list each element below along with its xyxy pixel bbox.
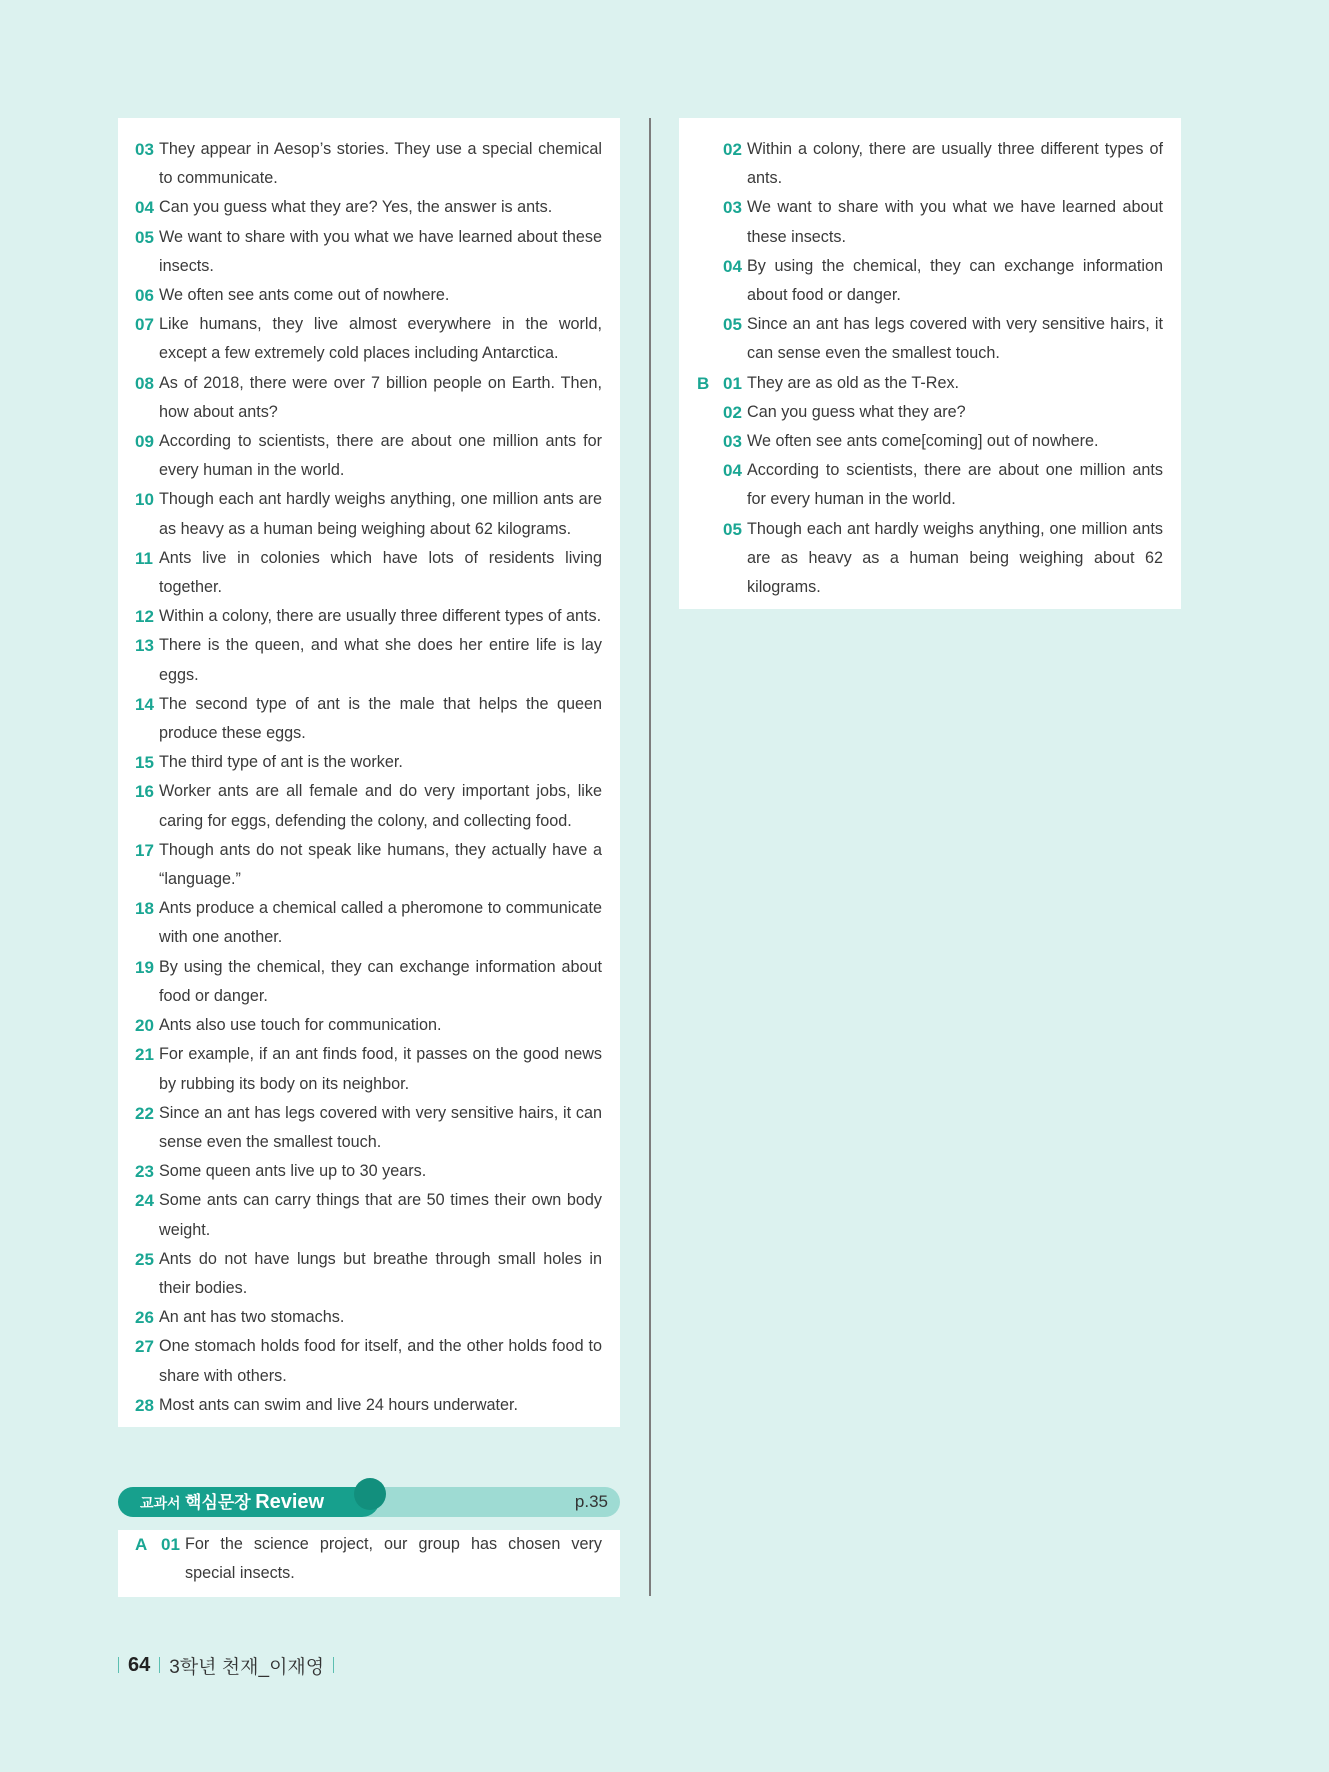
- sentence-text: The second type of ant is the male that helps the queen produce these eggs.: [159, 694, 602, 743]
- sentence-text: Though each ant hardly weighs anything, one million ants are as heavy as a human being weighing about 62 kilograms.: [747, 519, 1163, 597]
- sentence-text: We often see ants come[coming] out of nowhere.: [747, 432, 1099, 451]
- section-spacer: [697, 310, 723, 368]
- sentence-item: [135, 836, 602, 894]
- sentence-text: Though each ant hardly weighs anything, one million ants are as heavy as a human being weighing about 62 kilograms.: [159, 490, 602, 538]
- sentence-item: [135, 631, 602, 689]
- sentence-text: According to scientists, there are about one million ants for every human in the world.: [159, 432, 602, 480]
- sentence-number: 06: [135, 286, 154, 306]
- sentence-item: [697, 369, 1163, 398]
- right-sentence-list-a: [697, 135, 1163, 369]
- sentence-item: [135, 1157, 602, 1186]
- sentence-item: [135, 1011, 602, 1040]
- sentence-text: They appear in Aesop’s stories. They use a special chemical to communicate.: [159, 140, 602, 188]
- sentence-item: [135, 1186, 602, 1244]
- sentence-number: 03: [723, 432, 742, 452]
- sentence-text: Some queen ants live up to 30 years.: [159, 1162, 427, 1181]
- section-spacer: [697, 398, 723, 427]
- sentence-item: [135, 223, 602, 281]
- sentence-number: 01: [161, 1535, 180, 1554]
- sentence-text: Can you guess what they are?: [747, 402, 966, 421]
- sentence-text: They are as old as the T-Rex.: [747, 373, 960, 392]
- sentence-text: Worker ants are all female and do very important jobs, like caring for eggs, defending the colony, and collecting food.: [159, 782, 602, 830]
- sentence-text: Like humans, they live almost everywhere in the world, except a few extremely cold places including Antarctica.: [159, 315, 602, 363]
- sentence-number: 27: [135, 1337, 154, 1357]
- sentence-item: [697, 456, 1163, 514]
- sentence-number: 12: [135, 607, 154, 627]
- sentence-item: [697, 515, 1163, 603]
- sentence-item: [135, 1391, 602, 1420]
- sentence-number: 25: [135, 1249, 154, 1269]
- footer-divider: [333, 1657, 334, 1673]
- review-title-en: Review: [255, 1491, 325, 1513]
- review-title: [140, 1487, 324, 1517]
- sentence-number: 15: [135, 753, 154, 773]
- sentence-item: [135, 777, 602, 835]
- sentence-number: 05: [723, 519, 742, 539]
- sentence-text: Within a colony, there are usually three different types of ants.: [747, 140, 1163, 188]
- sentence-item: [135, 690, 602, 748]
- section-letter: B: [697, 373, 710, 393]
- sentence-number: 08: [135, 373, 154, 393]
- section-spacer: [697, 193, 723, 251]
- sentence-number: 04: [723, 256, 742, 276]
- section-spacer: [697, 252, 723, 310]
- sentence-item: [697, 427, 1163, 456]
- sentence-item: [697, 310, 1163, 368]
- sentence-number: 22: [135, 1103, 154, 1123]
- sentence-number: 04: [723, 461, 742, 481]
- sentence-item: [135, 1099, 602, 1157]
- sentence-text: The third type of ant is the worker.: [159, 753, 403, 772]
- left-sentence-list: [135, 135, 602, 1420]
- footer-divider: [159, 1657, 160, 1673]
- sentence-text: For example, if an ant finds food, it passes on the good news by rubbing its body on its neighbor.: [159, 1045, 602, 1093]
- sentence-item: [135, 281, 602, 310]
- sentence-item: [135, 369, 602, 427]
- sentence-item: [135, 310, 602, 368]
- page-footer: [118, 1652, 334, 1678]
- sentence-item: [135, 544, 602, 602]
- sentence-number: 26: [135, 1308, 154, 1328]
- sentence-text: Ants produce a chemical called a pheromone to communicate with one another.: [159, 899, 602, 947]
- sentence-number: 28: [135, 1395, 154, 1415]
- sentence-text: We often see ants come out of nowhere.: [159, 286, 450, 305]
- sentence-text: Ants do not have lungs but breathe through small holes in their bodies.: [159, 1249, 602, 1297]
- sentence-number: 01: [723, 373, 742, 393]
- sentence-item: [135, 1303, 602, 1332]
- review-page-ref: p.35: [574, 1492, 608, 1511]
- sentence-text: Since an ant has legs covered with very sensitive hairs, it can sense even the smallest touch.: [747, 315, 1163, 363]
- sentence-number: 23: [135, 1162, 154, 1182]
- right-sentence-panel: [679, 118, 1181, 609]
- sentence-item: [135, 602, 602, 631]
- sentence-text: Since an ant has legs covered with very sensitive hairs, it can sense even the smallest touch.: [159, 1103, 602, 1151]
- sentence-number: 07: [135, 315, 154, 335]
- sentence-item: [135, 135, 602, 193]
- sentence-text: There is the queen, and what she does her entire life is lay eggs.: [159, 636, 602, 684]
- section-spacer: [697, 427, 723, 456]
- review-banner: [118, 1480, 620, 1520]
- sentence-text: Most ants can swim and live 24 hours underwater.: [159, 1395, 519, 1414]
- section-spacer: [697, 515, 723, 603]
- sentence-text: One stomach holds food for itself, and the other holds food to share with others.: [159, 1337, 602, 1385]
- sentence-item: [697, 252, 1163, 310]
- sentence-item: [135, 894, 602, 952]
- sentence-number: 17: [135, 840, 154, 860]
- review-panel: [118, 1530, 620, 1597]
- sentence-text: Ants also use touch for communication.: [159, 1016, 442, 1035]
- section-a-list: [135, 1530, 602, 1588]
- book-title: 3학년 천재_이재영: [169, 1656, 325, 1678]
- sentence-number: 03: [723, 198, 742, 218]
- sentence-item: [135, 427, 602, 485]
- page-number: 64: [128, 1653, 151, 1676]
- review-title-small: 교과서: [140, 1495, 181, 1511]
- sentence-item: [697, 193, 1163, 251]
- sentence-number: 21: [135, 1045, 154, 1065]
- sentence-text: According to scientists, there are about one million ants for every human in the world.: [747, 461, 1163, 509]
- banner-circle-decoration: [354, 1478, 386, 1510]
- footer-divider: [118, 1657, 119, 1673]
- sentence-number: 02: [723, 402, 742, 422]
- sentence-item: [135, 1332, 602, 1390]
- sentence-text: By using the chemical, they can exchange information about food or danger.: [747, 256, 1163, 305]
- sentence-text: We want to share with you what we have learned about these insects.: [159, 227, 602, 275]
- review-title-mid: 핵심문장: [185, 1493, 251, 1512]
- sentence-number: 14: [135, 694, 154, 714]
- sentence-item: [697, 135, 1163, 193]
- sentence-text: Some ants can carry things that are 50 times their own body weight.: [159, 1191, 602, 1239]
- sentence-item: [135, 1245, 602, 1303]
- section-spacer: [697, 456, 723, 514]
- section-spacer: [697, 135, 723, 193]
- sentence-text: An ant has two stomachs.: [159, 1308, 345, 1327]
- sentence-text: We want to share with you what we have learned about these insects.: [747, 198, 1163, 246]
- sentence-item: [135, 953, 602, 1011]
- sentence-text: By using the chemical, they can exchange information about food or danger.: [159, 957, 602, 1005]
- sentence-number: 04: [135, 198, 154, 218]
- sentence-text: Though ants do not speak like humans, they actually have a “language.”: [159, 840, 602, 889]
- sentence-item: [135, 748, 602, 777]
- sentence-number: 03: [135, 140, 154, 159]
- section-b-list: [697, 369, 1163, 603]
- sentence-number: 05: [723, 315, 742, 335]
- sentence-number: 18: [135, 899, 154, 919]
- sentence-text: Ants live in colonies which have lots of residents living together.: [159, 548, 602, 597]
- sentence-number: 13: [135, 636, 154, 656]
- sentence-number: 05: [135, 227, 154, 247]
- sentence-number: 10: [135, 490, 154, 510]
- sentence-number: 20: [135, 1016, 154, 1036]
- section-letter: A: [135, 1535, 148, 1554]
- sentence-number: 16: [135, 782, 154, 802]
- sentence-number: 02: [723, 140, 742, 159]
- sentence-number: 11: [135, 548, 153, 568]
- sentence-text: Can you guess what they are? Yes, the answer is ants.: [159, 198, 553, 217]
- left-sentence-panel: [118, 118, 620, 1427]
- sentence-item: [135, 485, 602, 543]
- sentence-text: Within a colony, there are usually three different types of ants.: [159, 607, 602, 626]
- sentence-number: 19: [135, 957, 154, 977]
- sentence-number: 24: [135, 1191, 154, 1211]
- sentence-number: 09: [135, 432, 154, 452]
- sentence-text: As of 2018, there were over 7 billion people on Earth. Then, how about ants?: [159, 373, 602, 421]
- column-divider: [649, 118, 651, 1596]
- sentence-item: [135, 193, 602, 222]
- sentence-text: For the science project, our group has chosen very special insects.: [185, 1535, 602, 1583]
- sentence-item: [697, 398, 1163, 427]
- sentence-item: [135, 1530, 602, 1588]
- sentence-item: [135, 1040, 602, 1098]
